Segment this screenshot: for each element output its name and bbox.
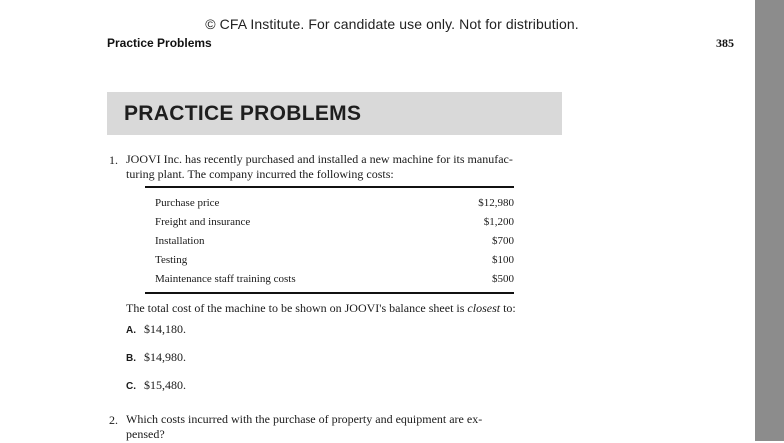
- cost-label: Installation: [155, 234, 205, 247]
- prompt-text: The total cost of the machine to be shown on JOOVI's balance sheet is: [126, 301, 468, 315]
- cost-row: [145, 212, 514, 231]
- cost-table: [145, 186, 514, 294]
- option-text: $14,980.: [144, 350, 186, 364]
- cost-row: [145, 193, 514, 212]
- question-1-number: 1.: [109, 153, 118, 167]
- cost-label: Maintenance staff training costs: [155, 272, 296, 285]
- answer-option-b[interactable]: [126, 350, 186, 365]
- cost-amount: $100: [492, 253, 514, 266]
- running-head: Practice Problems: [107, 36, 212, 50]
- option-letter: C.: [126, 381, 136, 392]
- cost-amount: $700: [492, 234, 514, 247]
- option-letter: B.: [126, 353, 136, 364]
- question-2-line-1: Which costs incurred with the purchase of property and equipment are ex-: [126, 412, 483, 426]
- cost-label: Purchase price: [155, 196, 220, 209]
- question-1-intro-line-1: JOOVI Inc. has recently purchased and installed a new machine for its manufac-: [126, 152, 513, 166]
- question-1-intro-line-2: turing plant. The company incurred the following costs:: [126, 167, 394, 181]
- copyright-watermark: © CFA Institute. For candidate use only. Not for distribution.: [205, 16, 579, 32]
- question-2-line-2: pensed?: [126, 427, 165, 441]
- cost-amount: $1,200: [483, 215, 514, 228]
- cost-row: [145, 269, 514, 288]
- cost-row: [145, 250, 514, 269]
- question-2-number: 2.: [109, 413, 118, 427]
- answer-option-a[interactable]: [126, 322, 186, 337]
- section-heading-band: [107, 92, 562, 135]
- cost-amount: $12,980: [478, 196, 514, 209]
- option-text: $14,180.: [144, 322, 186, 336]
- prompt-text-end: to:: [500, 301, 516, 315]
- answer-option-c[interactable]: [126, 378, 186, 393]
- cost-amount: $500: [492, 272, 514, 285]
- side-tab-bar: [755, 0, 784, 441]
- cost-label: Testing: [155, 253, 188, 266]
- option-text: $15,480.: [144, 378, 186, 392]
- cost-row: [145, 231, 514, 250]
- cost-label: Freight and insurance: [155, 215, 251, 228]
- page-number: 385: [716, 36, 734, 50]
- question-1-prompt: [126, 301, 516, 317]
- option-letter: A.: [126, 325, 136, 336]
- section-title: PRACTICE PROBLEMS: [124, 102, 362, 125]
- prompt-emphasis: closest: [467, 301, 501, 315]
